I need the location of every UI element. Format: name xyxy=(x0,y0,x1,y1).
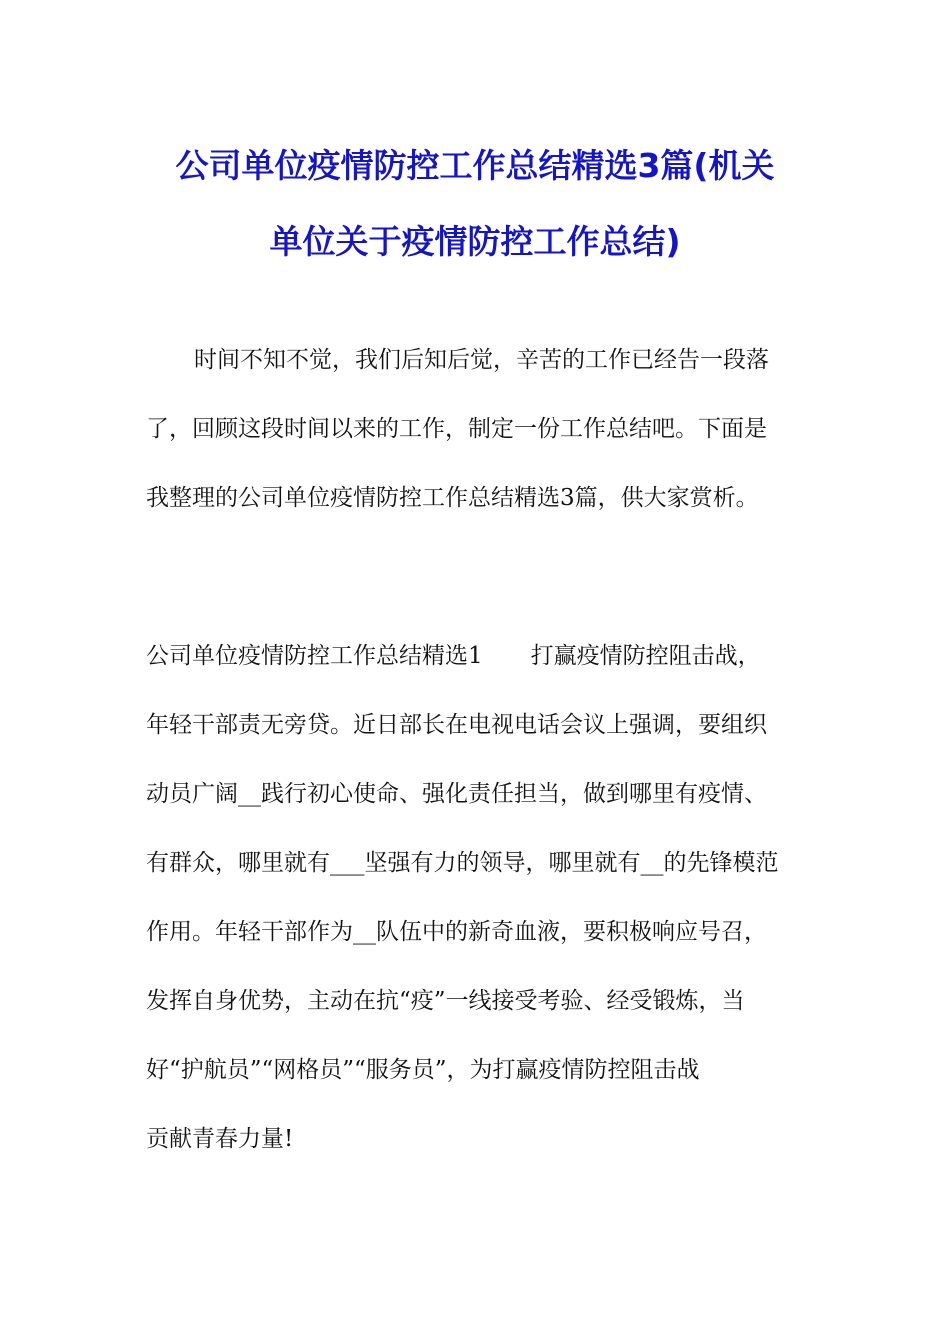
intro-paragraph xyxy=(146,326,806,533)
section-1-line-8: 贡献青春力量! xyxy=(146,1126,294,1152)
section-1-line-6: 发挥自身优势，主动在抗“疫”一线接受考验、经受锻炼，当 xyxy=(146,988,745,1014)
section-1-line-4: 有群众，哪里就有___坚强有力的领导，哪里就有__的先锋模范 xyxy=(146,850,779,876)
section-1-line-2: 年轻干部责无旁贷。近日部长在电视电话会议上强调，要组织 xyxy=(146,712,767,738)
section-1-line-7: 好“护航员”“网格员”“服务员”，为打赢疫情防控阻击战 xyxy=(146,1057,700,1083)
section-1-line-3: 动员广阔__践行初心使命、强化责任担当，做到哪里有疫情、 xyxy=(146,781,767,807)
intro-line-3: 我整理的公司单位疫情防控工作总结精选3篇，供大家赏析。 xyxy=(146,485,759,511)
title-line-1: 公司单位疫情防控工作总结精选3篇(机关 xyxy=(175,146,775,185)
section-1-line-1-rest: 打赢疫情防控阻击战， xyxy=(530,643,761,669)
intro-line-2: 了，回顾这段时间以来的工作，制定一份工作总结吧。下面是 xyxy=(146,416,767,442)
section-1-line-1 xyxy=(146,622,806,691)
section-1-line-5: 作用。年轻干部作为__队伍中的新奇血液，要积极响应号召， xyxy=(146,919,767,945)
intro-line-1: 时间不知不觉，我们后知后觉，辛苦的工作已经告一段落 xyxy=(194,347,769,373)
title-line-2: 单位关于疫情防控工作总结) xyxy=(269,222,681,261)
document-title xyxy=(120,128,830,280)
section-1-paragraph xyxy=(146,622,806,1174)
section-1-heading: 公司单位疫情防控工作总结精选1 xyxy=(146,643,483,669)
